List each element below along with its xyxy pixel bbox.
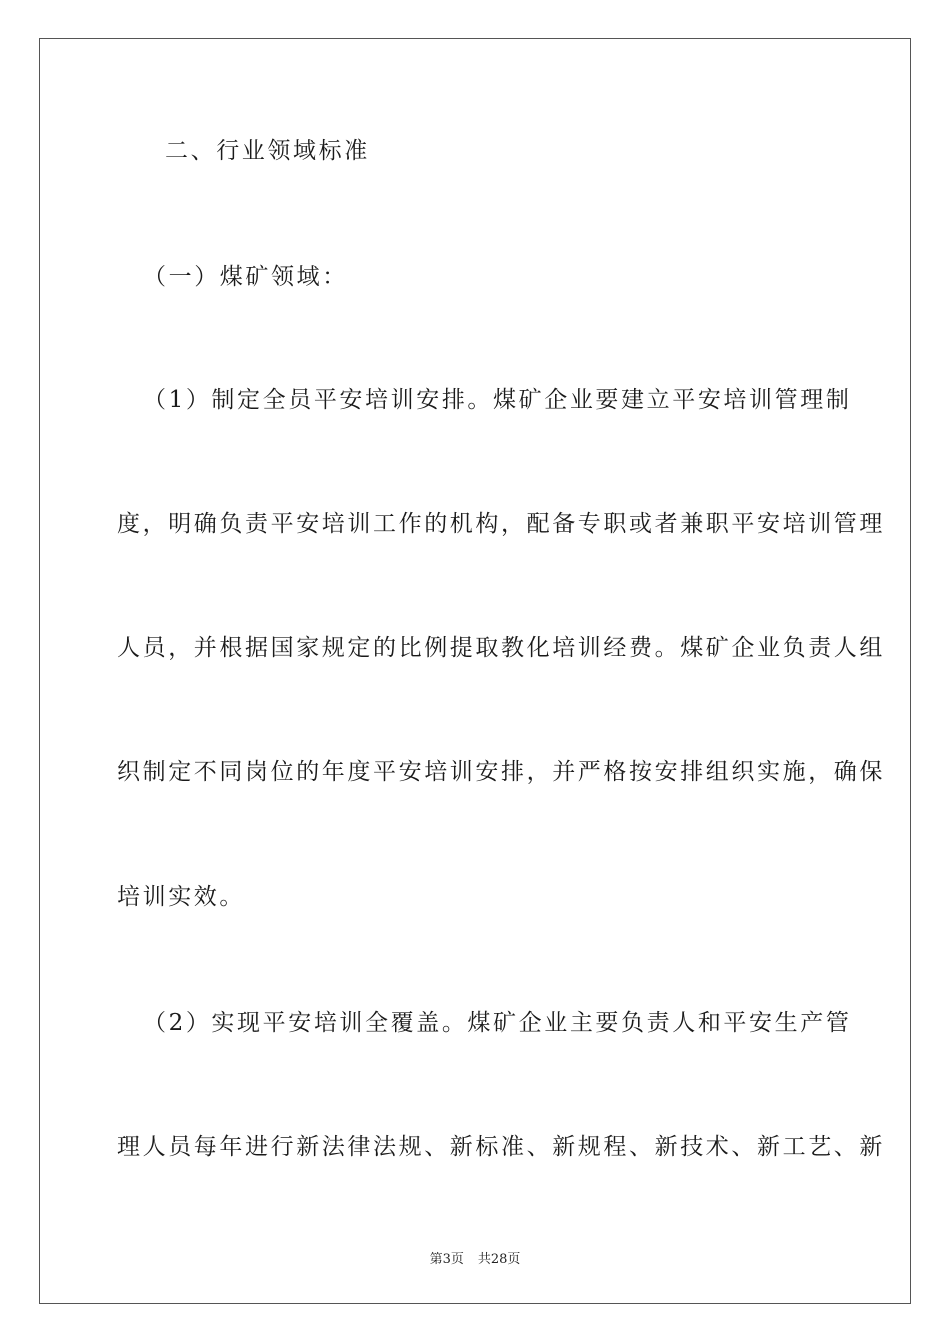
paragraph-line: 理人员每年进行新法律法规、新标准、新规程、新技术、新工艺、新 <box>117 1134 885 1160</box>
section-heading: 二、行业领域标准 <box>165 138 370 164</box>
paragraph-line: （1）制定全员平安培训安排。煤矿企业要建立平安培训管理制 <box>143 387 852 413</box>
paragraph-line: 度，明确负责平安培训工作的机构，配备专职或者兼职平安培训管理 <box>117 511 885 537</box>
paragraph-line: 培训实效。 <box>117 884 245 910</box>
paragraph-line: 人员，并根据国家规定的比例提取教化培训经费。煤矿企业负责人组 <box>117 635 885 661</box>
page-footer <box>0 1248 950 1267</box>
total-pages: 共28页 <box>477 1252 521 1267</box>
paragraph-line: 织制定不同岗位的年度平安培训安排，并严格按安排组织实施，确保 <box>117 759 885 785</box>
page-number: 第3页 <box>429 1252 464 1267</box>
page-border <box>39 38 911 1304</box>
paragraph-line: （2）实现平安培训全覆盖。煤矿企业主要负责人和平安生产管 <box>143 1010 852 1036</box>
subsection-heading: （一）煤矿领域： <box>143 264 348 290</box>
